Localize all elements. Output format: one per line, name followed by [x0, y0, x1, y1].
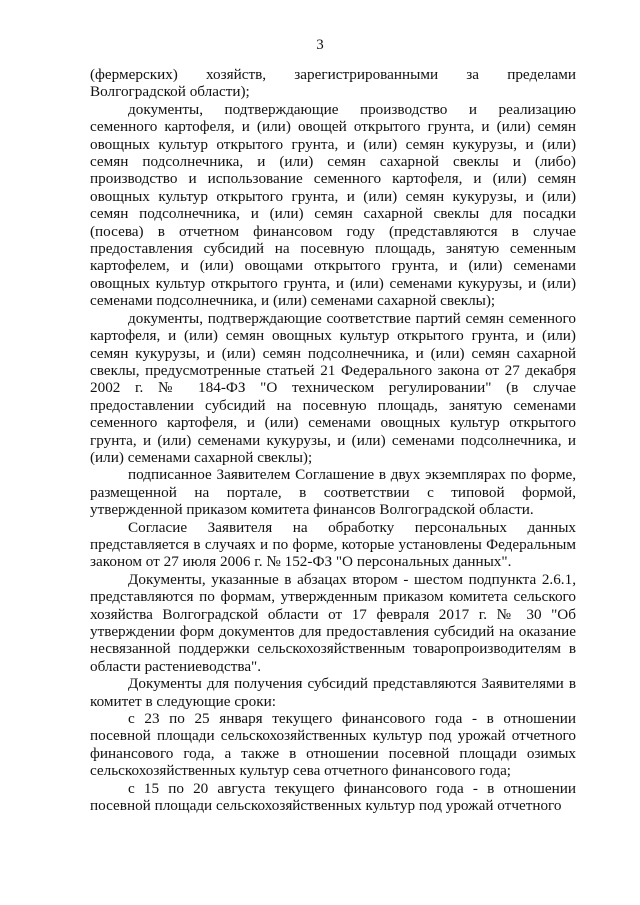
paragraph-signed-agreement: подписанное Заявителем Соглашение в двух экземплярах по форме, размещенной на портале, в соответствии с типовой формой, утвержденной приказом комитета финансов Волгоградской области. — [90, 466, 576, 519]
paragraph-august-deadline: с 15 по 20 августа текущего финансового года - в отношении посевной площади сельскохозяйственных культур под урожай отчетного — [90, 779, 576, 815]
paragraph-january-deadline: с 23 по 25 января текущего финансового года - в отношении посевной площади сельскохозяйственных культур под урожай отчетного финансового года, а также в отношении посевной площади озимых сельскохозяйственных культур сева отчетного финансового года; — [90, 710, 576, 780]
paragraph-production-documents: документы, подтверждающие производство и реализацию семенного картофеля, и (или) овощей открытого грунта, и (или) семян овощных культур открытого грунта, и (или) семян кукурузы, и (или) семян подсолнечника, и (или) семян сахарной свеклы и (либо) производство и использование семенного картофеля, и (или) семян овощных культур открытого грунта, и (или) семян кукурузы, и (или) семян подсолнечника, и (или) семян сахарной свеклы для посадки (посева) в отчетном финансовом году (представляются в случае предоставления субсидий на посевную площадь, занятую семенным картофелем, и (или) овощами открытого грунта, и (или) семенами овощных культур открытого грунта, и (или) семенами кукурузы, и (или) семенами подсолнечника, и (или) семенами сахарной свеклы); — [90, 100, 576, 310]
paragraph-document-forms: Документы, указанные в абзацах втором - шестом подпункта 2.6.1, представляются по формам, утвержденным приказом комитета сельского хозяйства Волгоградской области от 17 февраля 2017 г. № 30 "Об утверждении форм документов для предоставления субсидий на оказание несвязанной поддержки сельскохозяйственным товаропроизводителям в области растениеводства". — [90, 570, 576, 675]
document-body — [90, 66, 576, 814]
paragraph-personal-data-consent: Согласие Заявителя на обработку персональных данных представляется в случаях и по форме, которые установлены Федеральным законом от 27 июля 2006 г. № 152-ФЗ "О персональных данных". — [90, 518, 576, 571]
page-number: 3 — [316, 37, 324, 53]
paragraph-submission-deadlines: Документы для получения субсидий представляются Заявителями в комитет в следующие сроки: — [90, 675, 576, 710]
paragraph-continuation: (фермерских) хозяйств, зарегистрированными за пределами Волгоградской области); — [90, 66, 576, 101]
paragraph-conformity-documents: документы, подтверждающие соответствие партий семян семенного картофеля, и (или) семян овощных культур открытого грунта, и (или) семян кукурузы, и (или) семян подсолнечника, и (или) семян сахарной свеклы, предусмотренные статьей 21 Федерального закона от 27 декабря 2002 г. № 184-ФЗ "О техническом регулировании" (в случае предоставлении субсидий на посевную площадь, занятую семенами семенного картофеля, и (или) семенами овощных культур открытого грунта, и (или) семенами кукурузы, и (или) семенами подсолнечника, и (или) семенами сахарной свеклы); — [90, 309, 576, 466]
